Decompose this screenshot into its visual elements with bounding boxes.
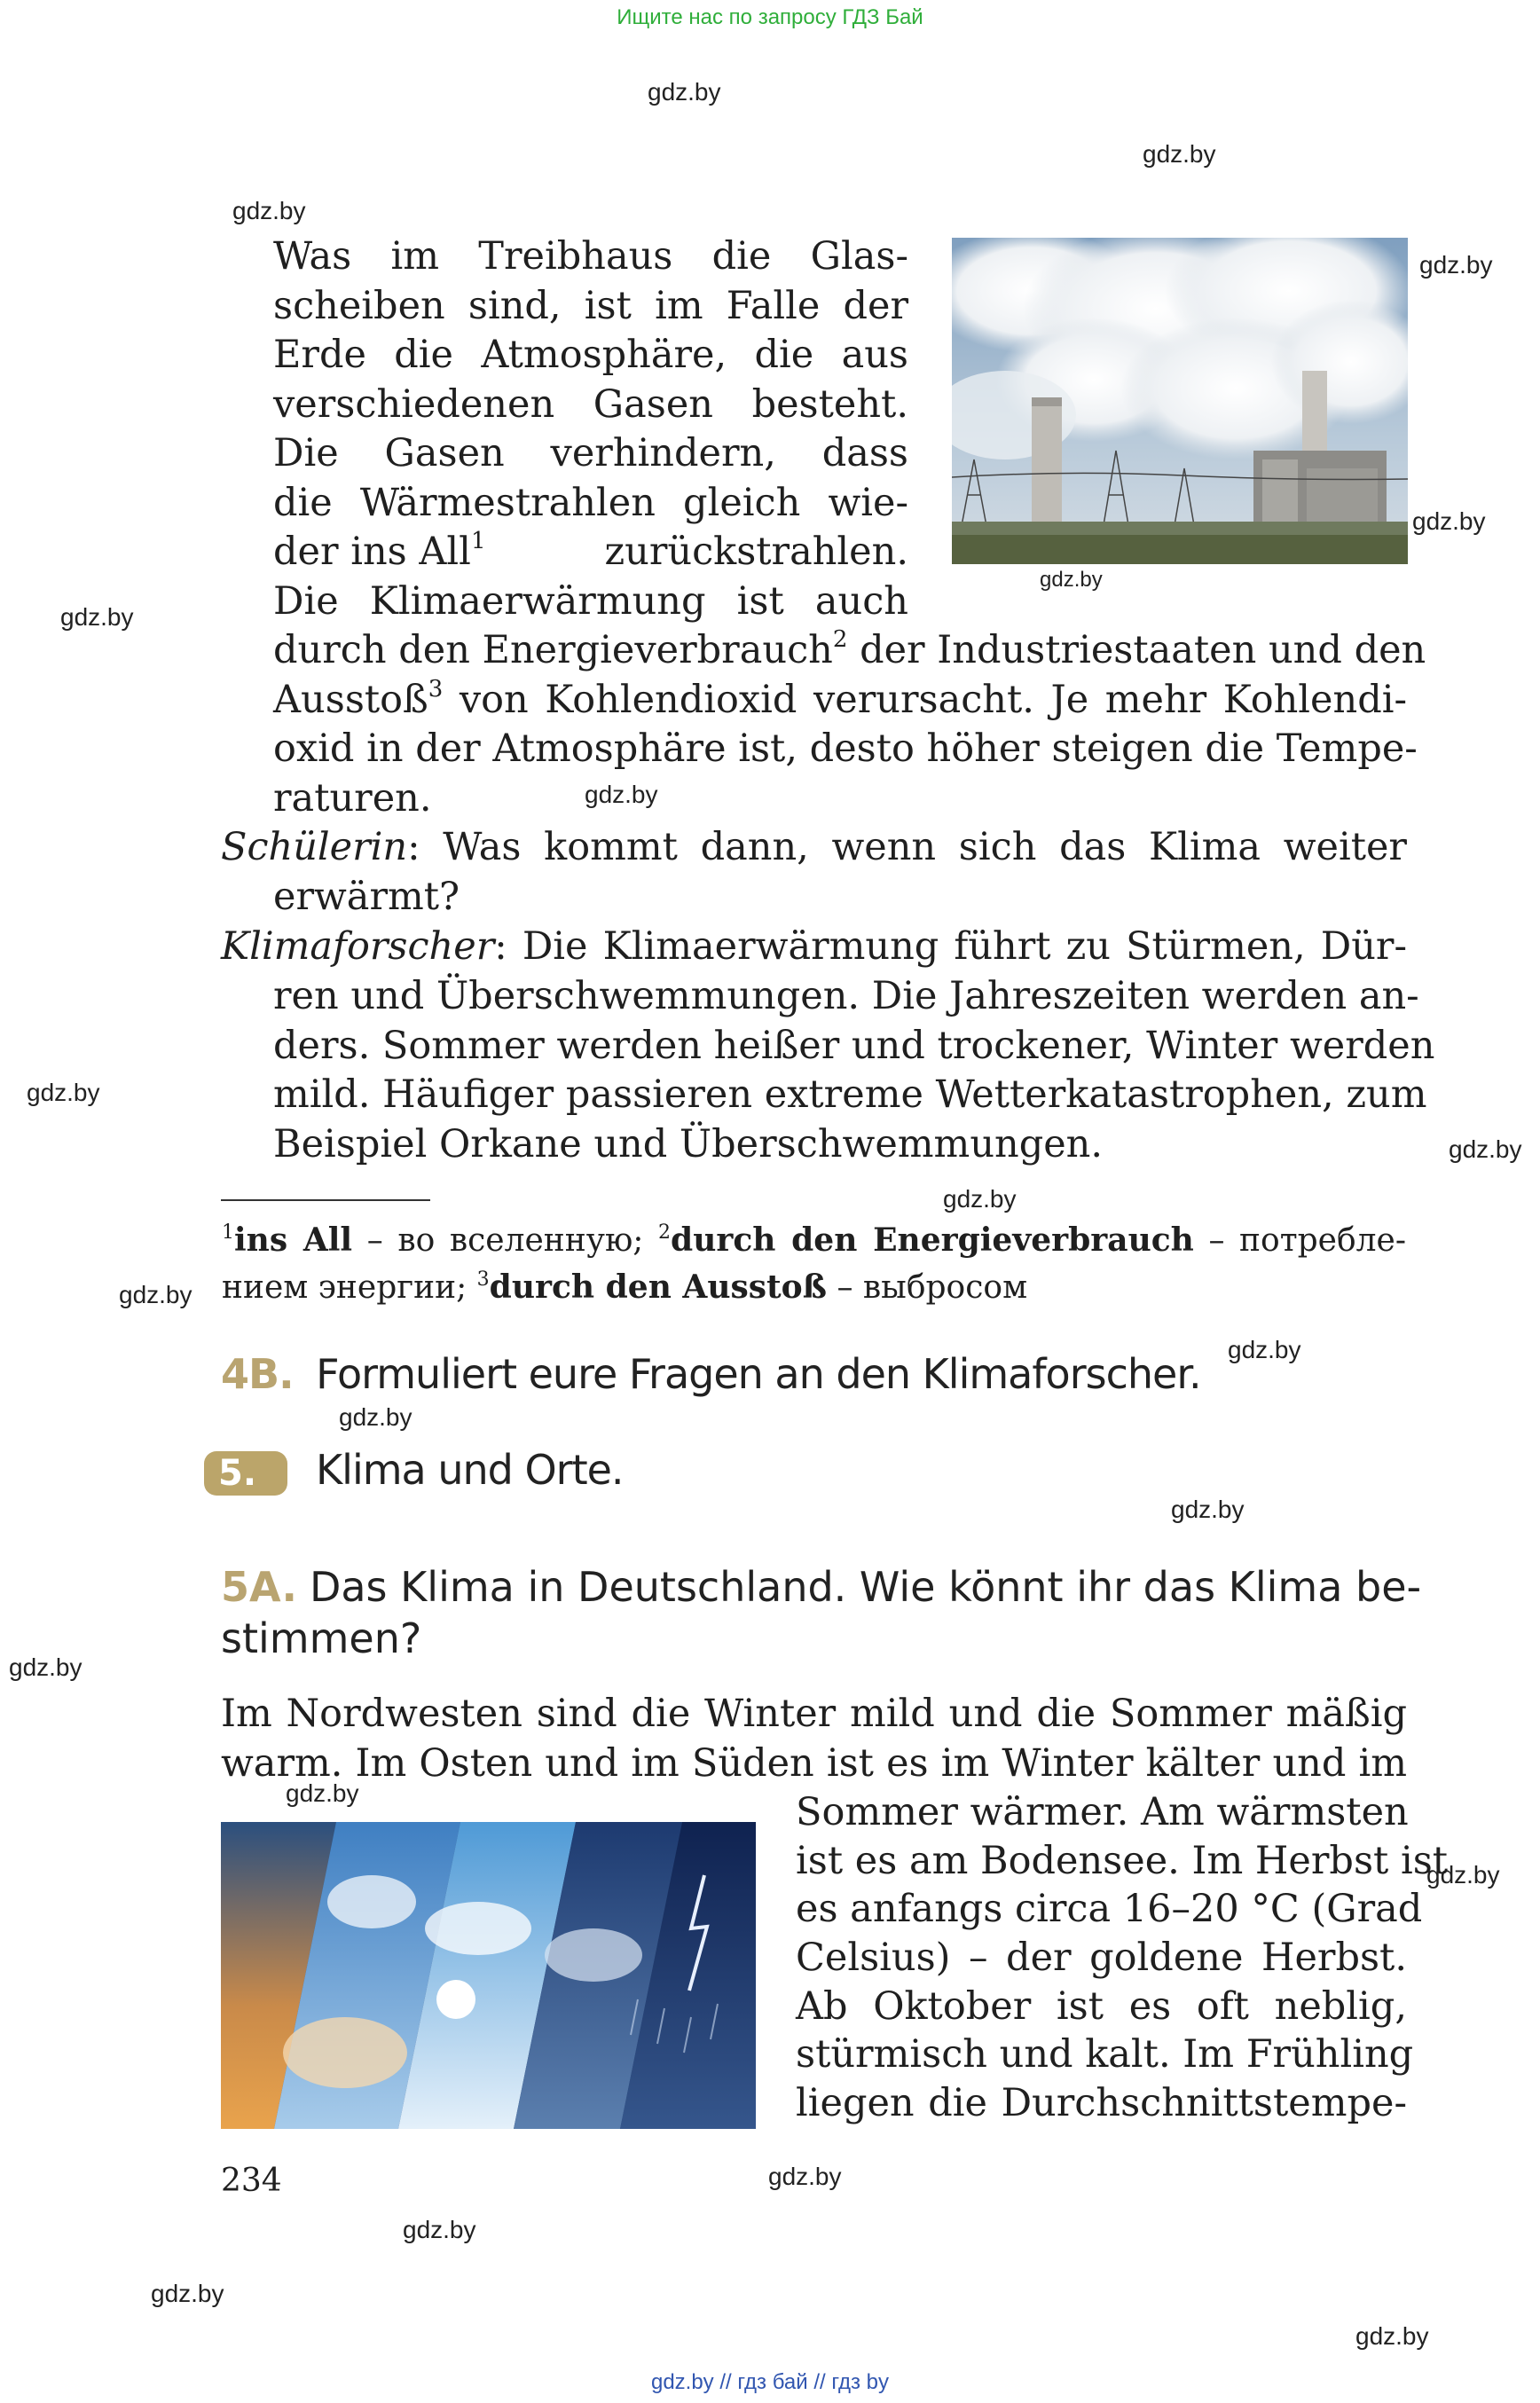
task-5a xyxy=(221,1563,1421,1662)
intro-text: durch den Energieverbrauch xyxy=(273,628,833,672)
task-text: Formuliert eure Fragen an den Klimaforscher. xyxy=(316,1350,1201,1398)
watermark: gdz.by xyxy=(9,1653,82,1681)
speaker-name: Klimaforscher xyxy=(221,924,495,969)
task-4b xyxy=(221,1350,1201,1398)
dialog-line: mild. Häufiger passieren extreme Wetterkatastrophen, zum xyxy=(273,1072,1427,1117)
dialog-line xyxy=(221,823,1407,873)
intro-line: Die Klimaerwärmung ist auch xyxy=(273,578,908,624)
dialog-text: : Was kommt dann, wenn sich das Klima weiter xyxy=(407,825,1407,869)
intro-text xyxy=(273,528,485,577)
footnote-number: 2 xyxy=(658,1221,672,1244)
intro-line: raturen. xyxy=(273,775,432,821)
text-5a-line: warm. Im Osten und im Süden ist es im Winter kälter und im xyxy=(221,1740,1407,1786)
watermark: gdz.by xyxy=(1449,1135,1522,1163)
watermark: gdz.by xyxy=(1228,1336,1301,1363)
intro-line: die Wärmestrahlen gleich wie- xyxy=(273,480,908,525)
footnote-divider xyxy=(221,1199,430,1201)
dialog-klimaforscher-cont xyxy=(273,972,1435,1169)
text-5a-line: Ab Oktober ist es oft neblig, xyxy=(796,1983,1407,2029)
dialog-line: ren und Überschwemmungen. Die Jahreszeiten werden an- xyxy=(273,974,1419,1018)
footer-links[interactable]: gdz.by // гдз бай // гдз by xyxy=(650,2370,890,2394)
text-5a-line: stürmisch und kalt. Im Frühling xyxy=(796,2032,1414,2077)
intro-line: Was im Treibhaus die Glas- xyxy=(273,234,908,279)
watermark: gdz.by xyxy=(232,197,306,224)
text-5a-line: Sommer wärmer. Am wärmsten xyxy=(796,1790,1409,1834)
intro-text: der ins All xyxy=(273,530,471,574)
text-5a-right xyxy=(796,1788,1449,2128)
task-number: 5A. xyxy=(221,1563,297,1611)
watermark: gdz.by xyxy=(60,603,134,631)
task-number: 4B. xyxy=(221,1350,294,1398)
watermark: gdz.by xyxy=(27,1079,100,1106)
intro-line: verschiedenen Gasen besteht. xyxy=(273,381,908,427)
dialog-schuelerin-cont xyxy=(273,873,1407,923)
intro-text: von Kohlendioxid verursacht. Je mehr Kohlendi- xyxy=(443,677,1407,722)
text-5a-line: ist es am Bodensee. Im Herbst ist xyxy=(796,1838,1449,1883)
watermark: gdz.by xyxy=(1171,1496,1245,1523)
intro-line: oxid in der Atmosphäre ist, desto höher steigen die Tempe- xyxy=(273,726,1418,771)
weather-collage-photo xyxy=(221,1822,756,2129)
footnote-translation: – потребле- xyxy=(1193,1222,1407,1259)
watermark: gdz.by xyxy=(1412,507,1486,535)
watermark: gdz.by xyxy=(585,781,658,808)
intro-line xyxy=(273,676,1407,726)
footnote-term: durch den Energieverbrauch xyxy=(671,1221,1194,1259)
task-5-badge: 5. xyxy=(204,1451,287,1496)
watermark: gdz.by xyxy=(403,2216,476,2243)
footnote-number: 1 xyxy=(222,1221,234,1244)
watermark: gdz.by xyxy=(648,78,721,106)
speaker-name: Schülerin xyxy=(221,825,408,869)
dialog-line: erwärmt? xyxy=(273,875,460,919)
watermark: gdz.by xyxy=(768,2163,842,2190)
watermark: gdz.by xyxy=(1040,568,1103,592)
intro-text: zurückstrahlen. xyxy=(592,530,908,574)
watermark: gdz.by xyxy=(1355,2322,1429,2350)
dialog-klimaforscher xyxy=(221,923,1407,972)
watermark: gdz.by xyxy=(339,1403,412,1431)
intro-paragraph-wide xyxy=(273,626,1426,823)
footnote-ref: 3 xyxy=(428,675,444,703)
watermark: gdz.by xyxy=(1143,140,1216,168)
text-5a-line: es anfangs circa 16–20 °C (Grad xyxy=(796,1887,1423,1932)
intro-paragraph xyxy=(273,232,908,626)
intro-text: der Industriestaaten und den xyxy=(847,628,1426,672)
task-5a-line: stimmen? xyxy=(221,1614,422,1662)
intro-line: Die Gasen verhindern, dass xyxy=(273,431,908,475)
header-banner[interactable]: Ищите нас по запросу ГДЗ Бай xyxy=(617,5,923,29)
intro-line: scheiben sind, ist im Falle der xyxy=(273,283,908,328)
watermark: gdz.by xyxy=(119,1281,192,1308)
text-5a-line: Im Nordwesten sind die Winter mild und die Sommer mäßig xyxy=(221,1692,1407,1736)
dialog-line xyxy=(221,923,1407,972)
text-5a xyxy=(221,1690,1407,1788)
task-text: Das Klima in Deutschland. Wie könnt ihr das Klima be- xyxy=(309,1563,1422,1611)
watermark: gdz.by xyxy=(286,1779,359,1807)
text-5a-line: liegen die Durchschnittstempe- xyxy=(796,2081,1407,2126)
footnote-translation: – выбросом xyxy=(827,1269,1028,1306)
footnote-line xyxy=(222,1264,1406,1311)
intro-line xyxy=(273,626,1426,676)
dialog-schuelerin xyxy=(221,823,1407,873)
intro-line: Erde die Atmosphäre, die aus xyxy=(273,333,908,377)
footnote-ref: 2 xyxy=(832,626,848,653)
footnote-ref: 1 xyxy=(470,528,486,554)
text-5a-line: Celsius) – der goldene Herbst. xyxy=(796,1936,1407,1981)
footnote-term: ins All xyxy=(234,1221,353,1259)
task-5a-line xyxy=(221,1563,1421,1611)
footnote-term: durch den Ausstoß xyxy=(489,1268,828,1306)
footnotes xyxy=(222,1217,1406,1311)
watermark: gdz.by xyxy=(1426,1861,1500,1889)
footnote-translation: – во вселенную; xyxy=(352,1222,659,1259)
footnote-line xyxy=(222,1217,1406,1264)
power-plant-photo xyxy=(952,238,1408,564)
dialog-line: ders. Sommer werden heißer und trockener, Winter werden xyxy=(273,1023,1435,1068)
footnote-translation: нием энергии; xyxy=(222,1269,477,1306)
footnote-number: 3 xyxy=(476,1268,490,1291)
task-5-title: Klima und Orte. xyxy=(316,1446,624,1494)
watermark: gdz.by xyxy=(943,1185,1017,1213)
page-number: 234 xyxy=(221,2163,282,2199)
watermark: gdz.by xyxy=(151,2280,224,2307)
dialog-line: Beispiel Orkane und Überschwemmungen. xyxy=(273,1121,1104,1166)
intro-line xyxy=(273,528,908,577)
dialog-text: : Die Klimaerwärmung führt zu Stürmen, Dür- xyxy=(494,924,1407,969)
intro-text: Ausstoß xyxy=(273,677,428,722)
watermark: gdz.by xyxy=(1419,251,1493,279)
